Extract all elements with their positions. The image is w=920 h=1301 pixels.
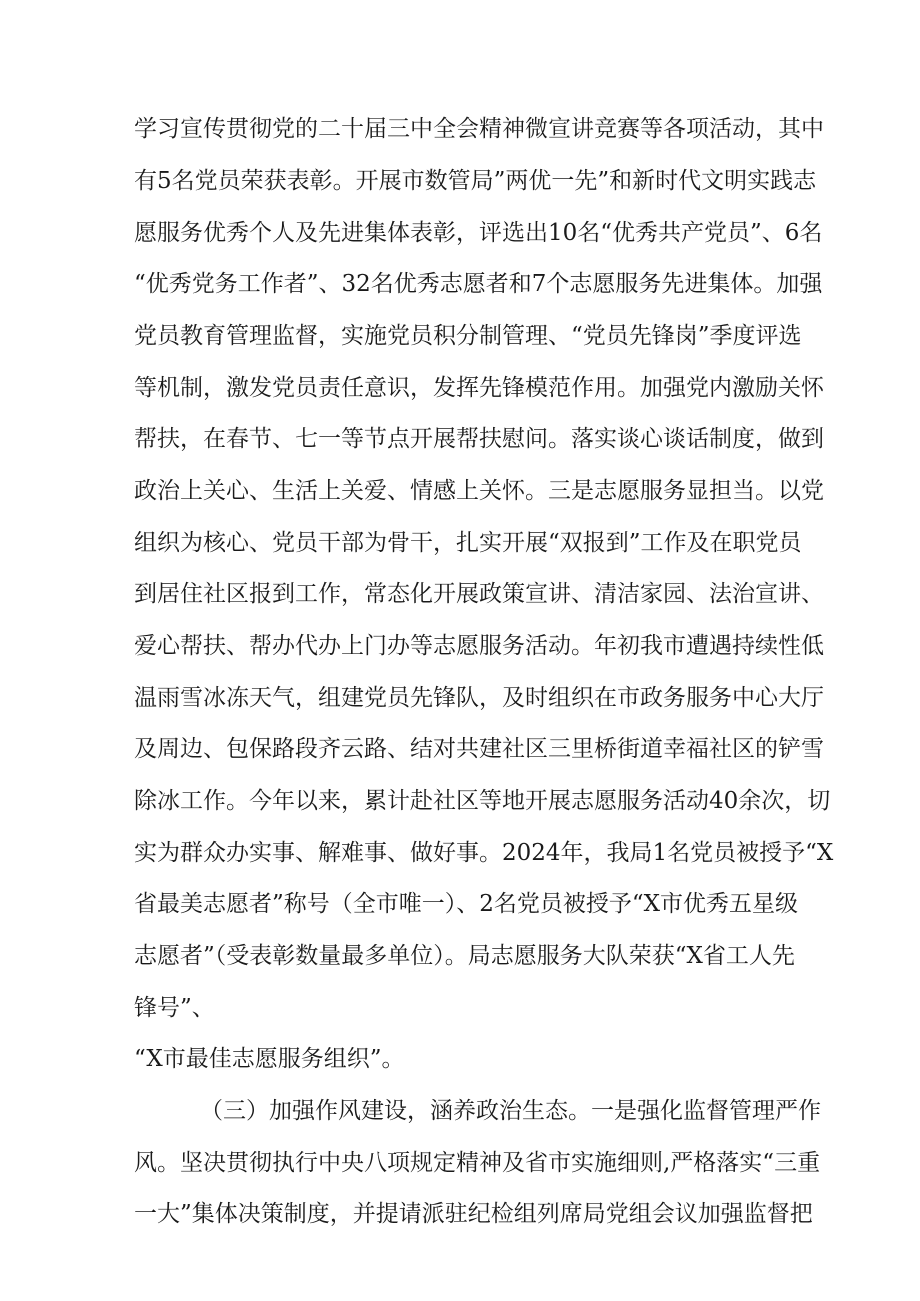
text-line: 爱心帮扶、帮办代办上门办等志愿服务活动。年初我市遭遇持续性低: [134, 633, 824, 659]
text-line: 学习宣传贯彻党的二十届三中全会精神微宣讲竞赛等各项活动，其中: [134, 116, 824, 142]
text-line: 政治上关心、生活上关爱、情感上关怀。三是志愿服务显担当。以党: [134, 478, 824, 504]
text-line: 风。坚决贯彻执行中央八项规定精神及省市实施细则,严格落实“三重: [134, 1150, 821, 1176]
text-line: 愿服务优秀个人及先进集体表彰，评选出10名“优秀共产党员”、6名: [134, 220, 823, 246]
text-line: 锋号”、: [134, 995, 215, 1021]
text-line: “优秀党务工作者”、32名优秀志愿者和7个志愿服务先进集体。加强: [134, 271, 823, 297]
text-line: 及周边、包保路段齐云路、结对共建社区三里桥街道幸福社区的铲雪: [134, 736, 824, 762]
text-line: 帮扶，在春节、七一等节点开展帮扶慰问。落实谈心谈话制度，做到: [134, 426, 824, 452]
text-line: 组织为核心、党员干部为骨干，扎实开展“双报到”工作及在职党员: [134, 530, 802, 556]
text-line: 一大”集体决策制度，并提请派驻纪检组列席局党组会议加强监督把: [134, 1201, 813, 1227]
text-line: 除冰工作。今年以来，累计赴社区等地开展志愿服务活动40余次，切: [134, 788, 831, 814]
text-line: 温雨雪冰冻天气，组建党员先锋队，及时组织在市政务服务中心大厅: [134, 685, 824, 711]
text-line: 志愿者”（受表彰数量最多单位）。局志愿服务大队荣获“X省工人先: [134, 943, 795, 969]
text-line: 实为群众办实事、解难事、做好事。2024年，我局1名党员被授予“X: [134, 840, 834, 866]
text-line: 省最美志愿者”称号（全市唯一）、2名党员被授予“X市优秀五星级: [134, 891, 799, 917]
text-line: 有5名党员荣获表彰。开展市数管局”两优一先”和新时代文明实践志: [134, 168, 817, 194]
text-line: 党员教育管理监督，实施党员积分制管理、“党员先锋岗”季度评选: [134, 323, 802, 349]
text-line: 等机制，激发党员责任意识，发挥先锋模范作用。加强党内激励关怀: [134, 375, 824, 401]
section-heading-line: （三）加强作风建设，涵养政治生态。一是强化监督管理严作: [200, 1098, 821, 1124]
text-line: 到居住社区报到工作，常态化开展政策宣讲、清洁家园、法治宣讲、: [134, 581, 824, 607]
text-line: “X市最佳志愿服务组织”。: [134, 1046, 405, 1072]
